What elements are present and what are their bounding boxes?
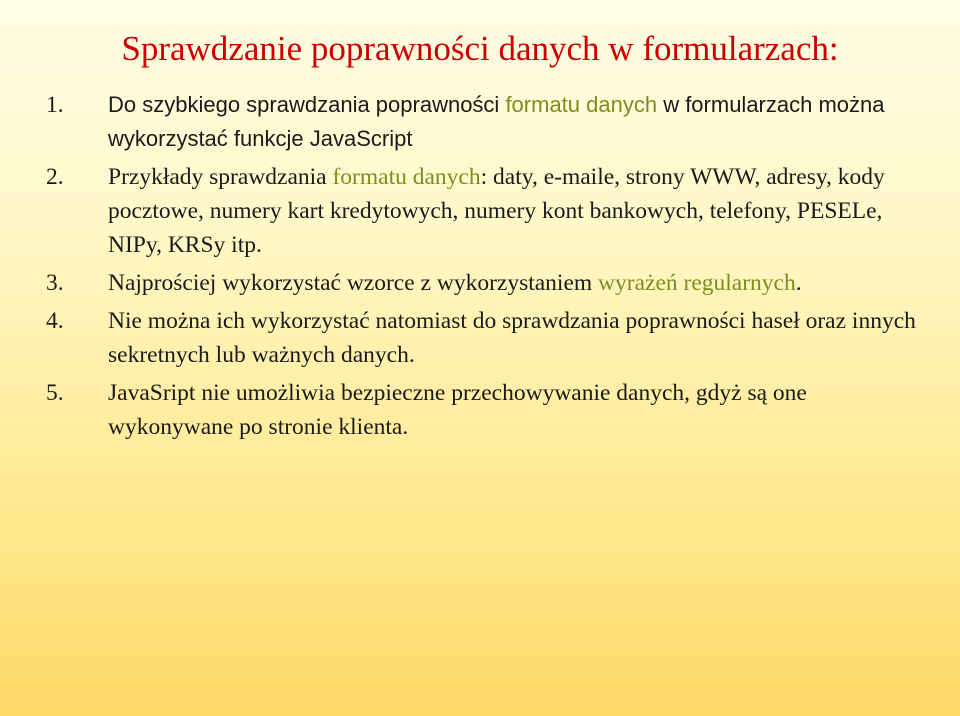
highlight-text: formatu danych bbox=[332, 164, 481, 190]
list-item bbox=[46, 266, 926, 300]
item-number: 2. bbox=[46, 164, 64, 190]
item-text: w formularzach można wykorzystać funkcje JavaScript bbox=[108, 92, 885, 151]
item-text: : daty, e-maile, strony WWW, adresy, kody pocztowe, numery kart kredytowych, numery kont bankowych, telefony, PESELe, NIPy, KRSy itp. bbox=[108, 164, 885, 258]
list-item bbox=[46, 376, 926, 444]
item-number: 1. bbox=[46, 92, 64, 118]
bullet-list bbox=[46, 88, 926, 448]
list-item bbox=[46, 88, 926, 156]
item-text: JavaSript nie umożliwia bezpieczne przechowywanie danych, gdyż są one wykonywane po stronie klienta. bbox=[108, 380, 807, 440]
highlight-text: formatu danych bbox=[505, 92, 658, 117]
list-item bbox=[46, 160, 926, 262]
item-text: Przykłady sprawdzania bbox=[108, 164, 333, 190]
item-number: 5. bbox=[46, 380, 64, 406]
slide-title: Sprawdzanie poprawności danych w formularzach: bbox=[121, 29, 839, 68]
item-number: 4. bbox=[46, 308, 64, 334]
list-item bbox=[46, 304, 926, 372]
item-text: Najprościej wykorzystać wzorce z wykorzystaniem bbox=[108, 270, 599, 296]
item-text: . bbox=[795, 270, 802, 296]
item-text: Nie można ich wykorzystać natomiast do sprawdzania poprawności haseł oraz innych sekretnych lub ważnych danych. bbox=[108, 308, 916, 368]
highlight-text: wyrażeń regularnych bbox=[598, 270, 796, 296]
item-text: Do szybkiego sprawdzania poprawności bbox=[108, 92, 506, 117]
item-number: 3. bbox=[46, 270, 64, 296]
